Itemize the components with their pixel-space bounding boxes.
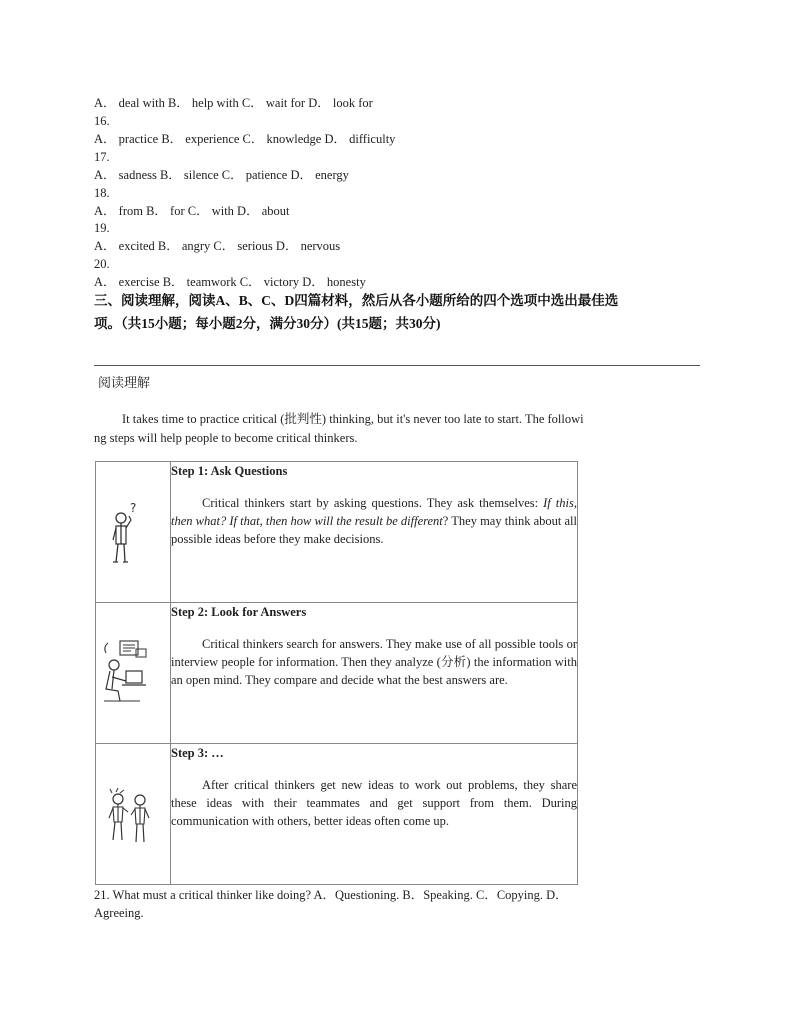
section-heading-line2: 项。（共15小题；每小题2分，满分30分）(共15题；共30分) <box>94 316 441 331</box>
section-heading-line1: 三、阅读理解，阅读A、B、C、D四篇材料，然后从各小题所给的四个选项中选出最佳选 <box>94 293 619 308</box>
question-21-line2: Agreeing. <box>94 906 144 920</box>
intro-line2: ng steps will help people to become critical thinkers. <box>94 431 358 445</box>
step1-body-end: ? They may think about all possible ideas before they make decisions. <box>171 514 577 546</box>
section-divider <box>94 365 700 366</box>
question-21 <box>94 886 694 922</box>
step2-title: Step 2: Look for Answers <box>171 605 307 619</box>
question-21-line1: 21. What must a critical thinker like doing? A．Questioning. B．Speaking. C．Copying. D． <box>94 888 568 902</box>
step3-icon-cell <box>96 744 171 885</box>
step-row-1 <box>96 462 578 603</box>
step1-icon-cell <box>96 462 171 603</box>
step1-text-cell <box>171 462 578 603</box>
option-line-15: A． deal with B． help with C． wait for D． look for <box>94 96 373 110</box>
step-row-2 <box>96 603 578 744</box>
option-line-17: A． sadness B． silence C． patience D． energy <box>94 168 349 182</box>
option-line-18: A． from B． for C． with D． about <box>94 204 290 218</box>
question-number-19: 19. <box>94 221 110 235</box>
person-at-computer-icon <box>100 637 156 707</box>
step3-body-text: After critical thinkers get new ideas to work out problems, they share these ideas with their teammates and get support from them. During communication with others, better ideas often come up. <box>171 778 577 828</box>
step3-title: Step 3: … <box>171 746 224 760</box>
intro-paragraph <box>94 410 694 448</box>
step2-text-cell <box>171 603 578 744</box>
thinking-person-icon <box>106 498 146 568</box>
question-number-18: 18. <box>94 186 110 200</box>
passage-label: 阅读理解 <box>98 375 151 390</box>
intro-line1: It takes time to practice critical (批判性) thinking, but it's never too late to start. The followi <box>122 412 584 426</box>
option-line-19: A． excited B． angry C． serious D． nervous <box>94 239 341 253</box>
option-line-16: A． practice B． experience C． knowledge D． difficulty <box>94 132 396 146</box>
step1-title: Step 1: Ask Questions <box>171 464 288 478</box>
step1-body-start: Critical thinkers start by asking questions. They ask themselves: <box>202 496 544 510</box>
step1-body <box>171 494 577 548</box>
step-row-3 <box>96 744 578 885</box>
step2-body <box>171 635 577 689</box>
question-number-20: 20. <box>94 257 110 271</box>
step1-body-italic: If this, then what? If that, then how will the result be different <box>171 496 577 528</box>
question-number-17: 17. <box>94 150 110 164</box>
option-line-20: A． exercise B． teamwork C． victory D． honesty <box>94 275 366 289</box>
svg-text:?: ? <box>130 501 137 515</box>
step2-body-text: Critical thinkers search for answers. They make use of all possible tools or interview people for information. Then they analyze (分析) the information with an open mind. They compare and decide what the best answers are. <box>171 637 577 687</box>
step2-icon-cell <box>96 603 171 744</box>
question-number-16: 16. <box>94 114 110 128</box>
step3-text-cell <box>171 744 578 885</box>
step3-body <box>171 776 577 830</box>
two-people-talking-icon <box>100 788 158 848</box>
steps-table <box>95 461 578 885</box>
